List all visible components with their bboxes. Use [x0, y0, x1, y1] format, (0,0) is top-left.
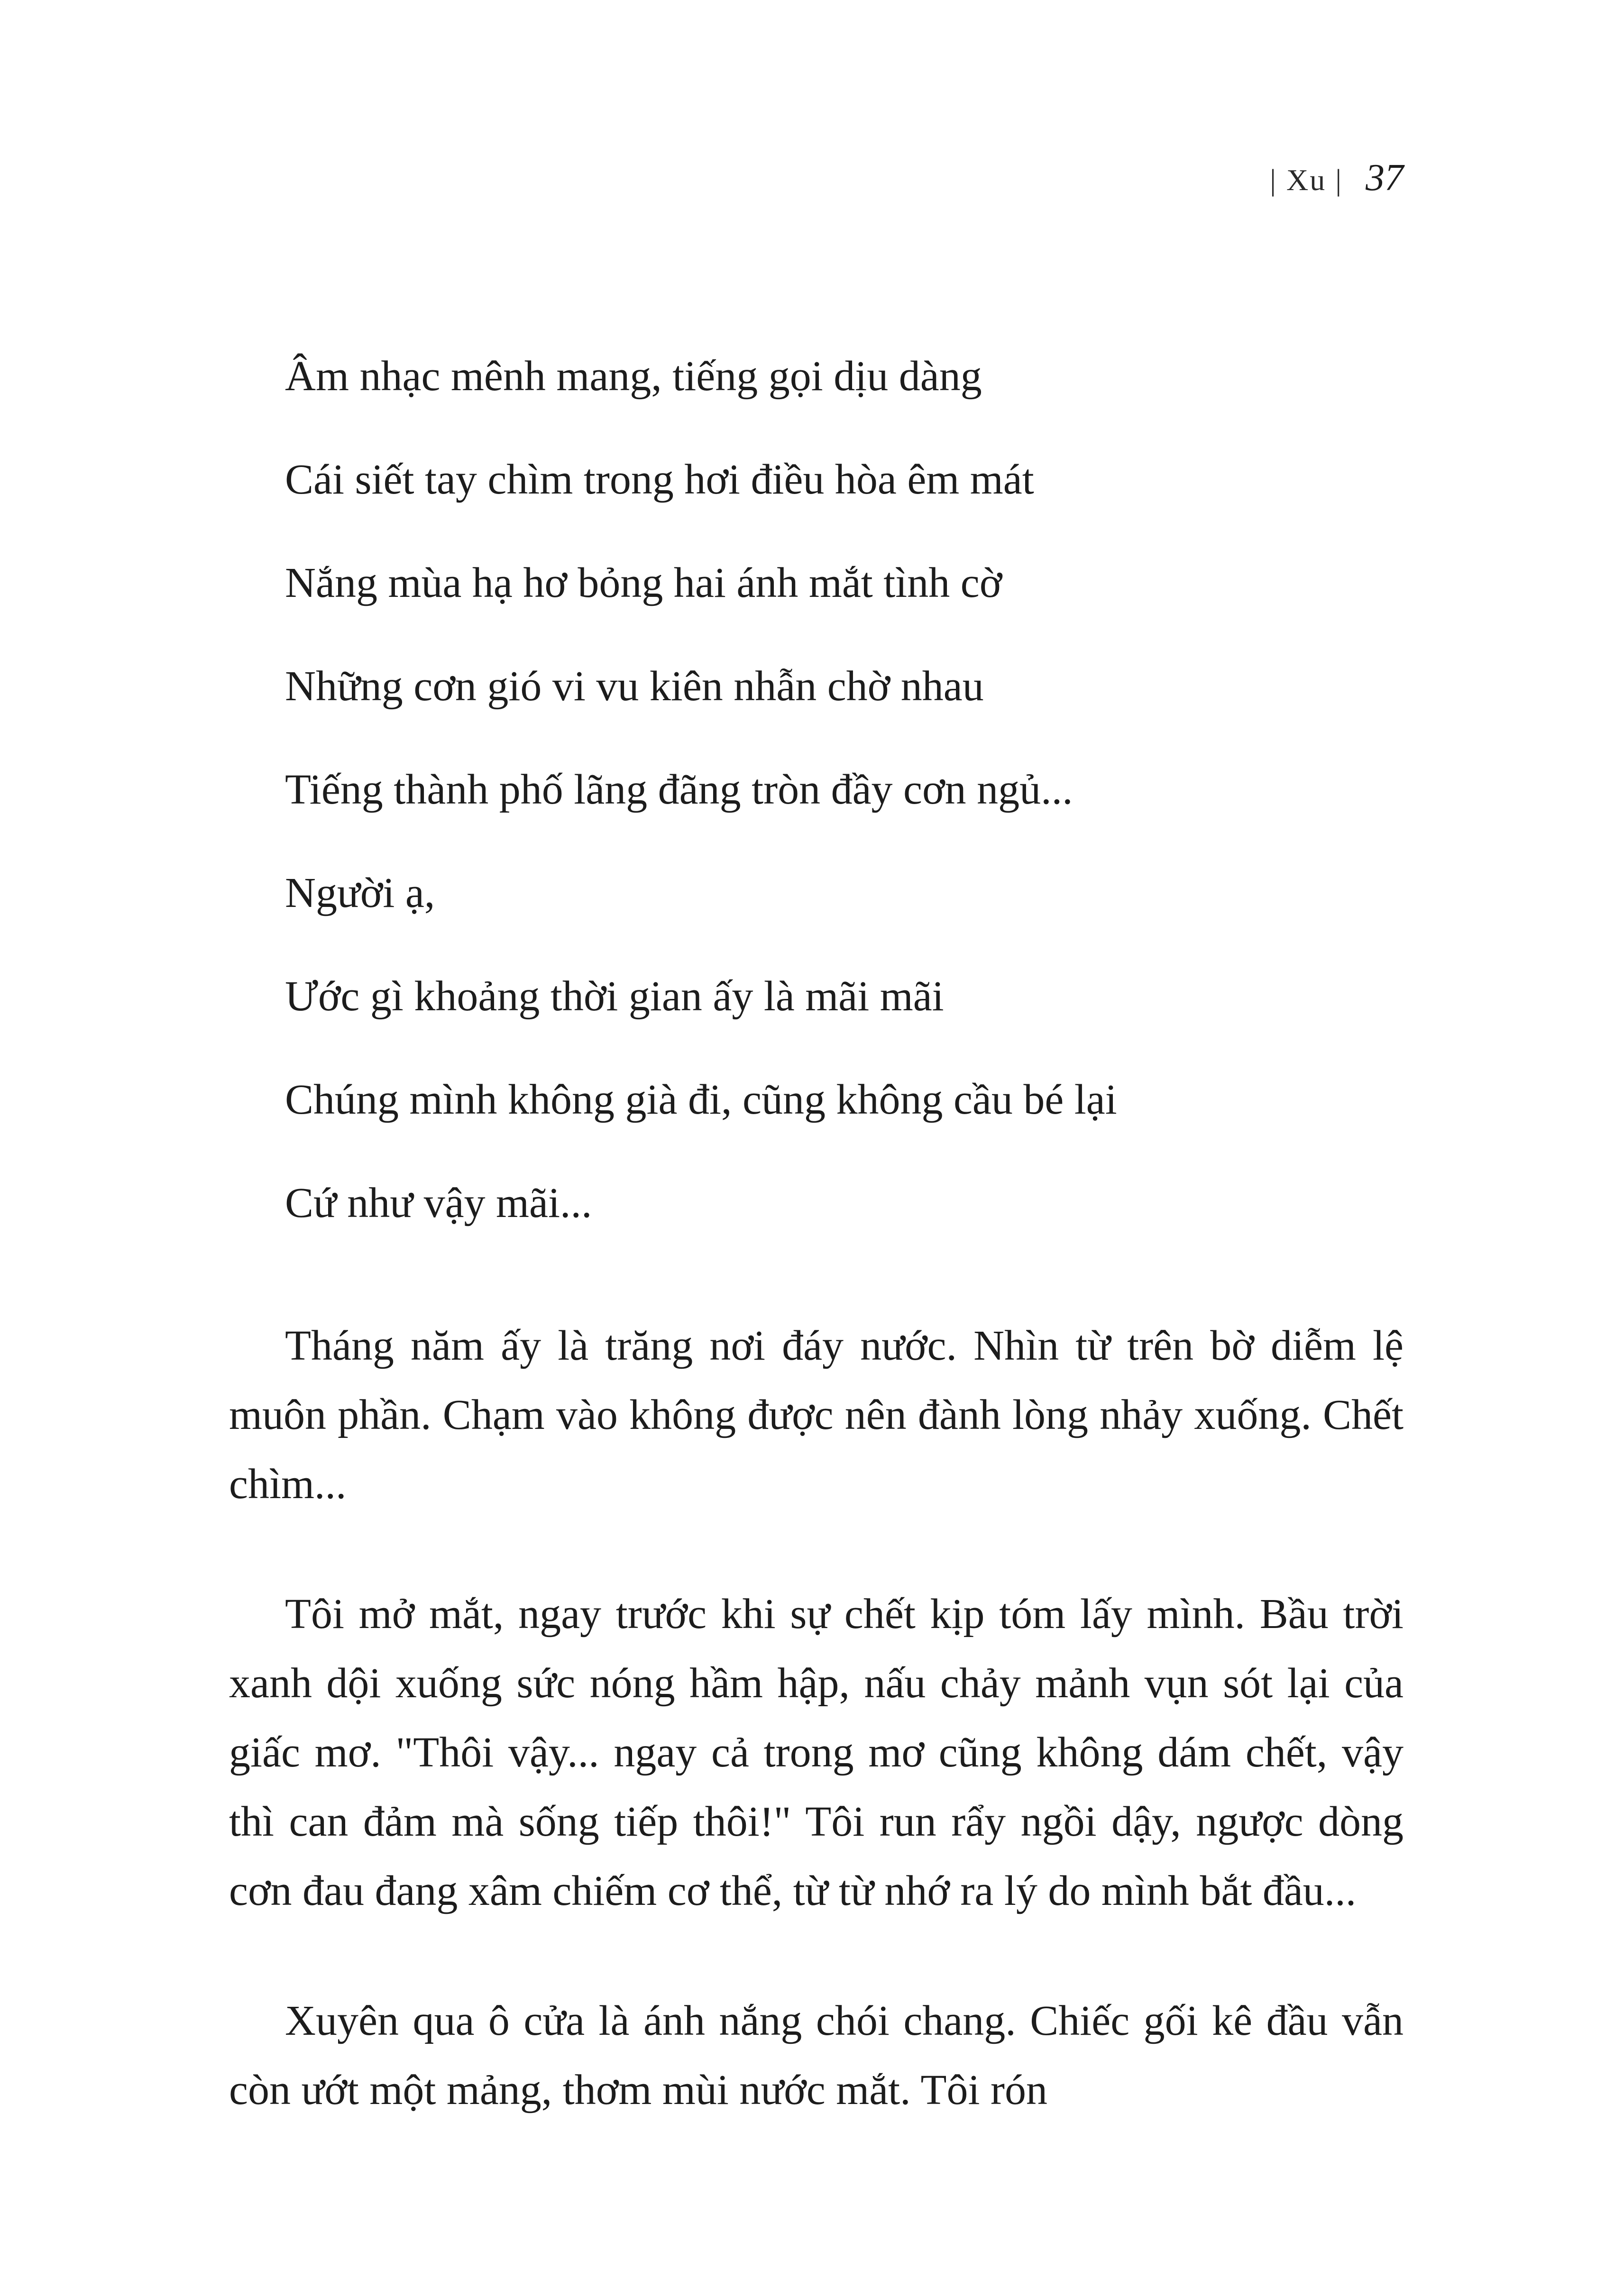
page-header [229, 156, 1404, 200]
running-title: | Xu | [1270, 163, 1343, 197]
poem-line: Tiếng thành phố lãng đãng tròn đầy cơn ngủ... [285, 766, 1073, 813]
page-number: 37 [1366, 157, 1404, 199]
prose-paragraph: Tôi mở mắt, ngay trước khi sự chết kịp tóm lấy mình. Bầu trời xanh dội xuống sức nóng hầm hập, nấu chảy mảnh vụn sót lại của giấc mơ. "Thôi vậy... ngay cả trong mơ cũng không dám chết, vậy thì can đảm mà sống tiếp thôi!" Tôi run rẩy ngồi dậy, ngược dòng cơn đau đang xâm chiếm cơ thể, từ từ nhớ ra lý do mình bắt đầu... [229, 1591, 1404, 1914]
poem-line: Cứ như vậy mãi... [285, 1180, 592, 1226]
prose-paragraph: Tháng năm ấy là trăng nơi đáy nước. Nhìn từ trên bờ diễm lệ muôn phần. Chạm vào không được nên đành lòng nhảy xuống. Chết chìm... [229, 1322, 1404, 1508]
poem-line: Những cơn gió vi vu kiên nhẫn chờ nhau [285, 663, 984, 710]
poem-line: Nắng mùa hạ hơ bỏng hai ánh mắt tình cờ [285, 559, 1002, 606]
poem-line: Chúng mình không già đi, cũng không cầu bé lại [285, 1076, 1117, 1123]
poem-line: Âm nhạc mênh mang, tiếng gọi dịu dàng [285, 353, 982, 400]
poem-line: Người ạ, [285, 869, 435, 916]
poem-line: Cái siết tay chìm trong hơi điều hòa êm mát [285, 456, 1034, 503]
poem-line: Ước gì khoảng thời gian ấy là mãi mãi [285, 973, 944, 1020]
prose-paragraph: Xuyên qua ô cửa là ánh nắng chói chang. Chiếc gối kê đầu vẫn còn ướt một mảng, thơm mùi nước mắt. Tôi rón [229, 1997, 1404, 2113]
poem-stanza [229, 342, 1404, 1238]
